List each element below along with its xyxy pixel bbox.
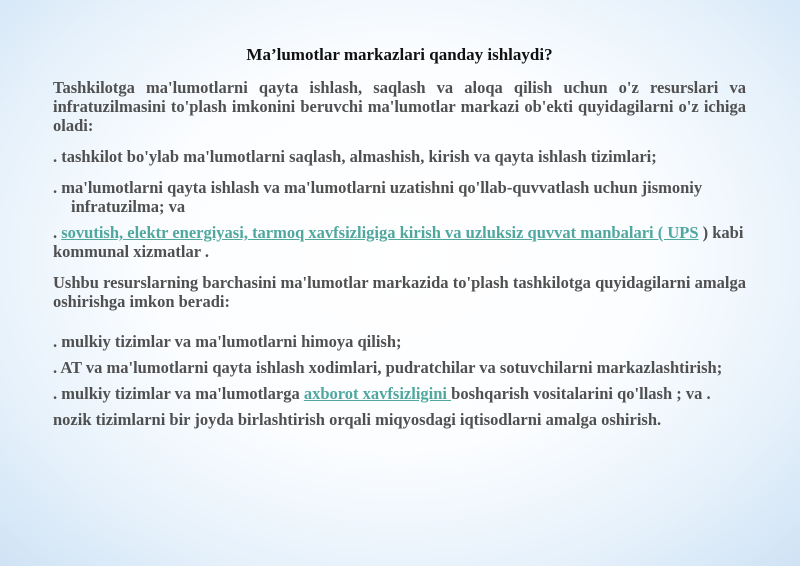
list1-item3-suffix: ) kabi kommunal xizmatlar . <box>53 223 744 261</box>
information-security-link[interactable]: axborot xavfsizligini <box>303 384 452 403</box>
list2-item1: . mulkiy tizimlar va ma'lumotlarni himoya qilish; <box>53 332 402 351</box>
list2-item2: . AT va ma'lumotlarni qayta ishlash xodimlari, pudratchilar va sotuvchilarni markazlashtirish; <box>53 358 723 377</box>
slide-content <box>53 44 746 433</box>
intro-paragraph: Tashkilotga ma'lumotlarni qayta ishlash, saqlash va aloqa qilish uchun o'z resurslari va infratuzilmasini to'plash imkonini beruvchi ma'lumotlar markazi ob'ekti quyidagilarni o'z ichiga oladi: <box>53 78 746 135</box>
list1-item1: . tashkilot bo'ylab ma'lumotlarni saqlash, almashish, kirish va qayta ishlash tizimlari; <box>53 147 657 166</box>
list2-item3-suffix: boshqarish vositalarini qo'llash ; va . nozik tizimlarni bir joyda birlashtirish orqali miqyosdagi iqtisodlarni amalga oshirish. <box>53 384 711 429</box>
list2-item3 <box>53 381 746 433</box>
list2-item3-prefix: . mulkiy tizimlar va ma'lumotlarga <box>53 384 304 403</box>
list1-item3 <box>53 223 746 261</box>
middle-paragraph: Ushbu resurslarning barchasini ma'lumotlar markazida to'plash tashkilotga quyidagilarni amalga oshirishga imkon beradi: <box>53 273 746 311</box>
list1-item3-prefix: . <box>53 223 62 242</box>
slide-title: Ma’lumotlar markazlari qanday ishlaydi? <box>246 45 553 64</box>
list1-item2: . ma'lumotlarni qayta ishlash va ma'lumotlarni uzatishni qo'llab-quvvatlash uchun jismoniy infratuzilma; va <box>53 178 703 216</box>
utilities-link[interactable]: sovutish, elektr energiyasi, tarmoq xavfsizligiga kirish va uzluksiz quvvat manbalari ( UPS <box>61 223 699 242</box>
